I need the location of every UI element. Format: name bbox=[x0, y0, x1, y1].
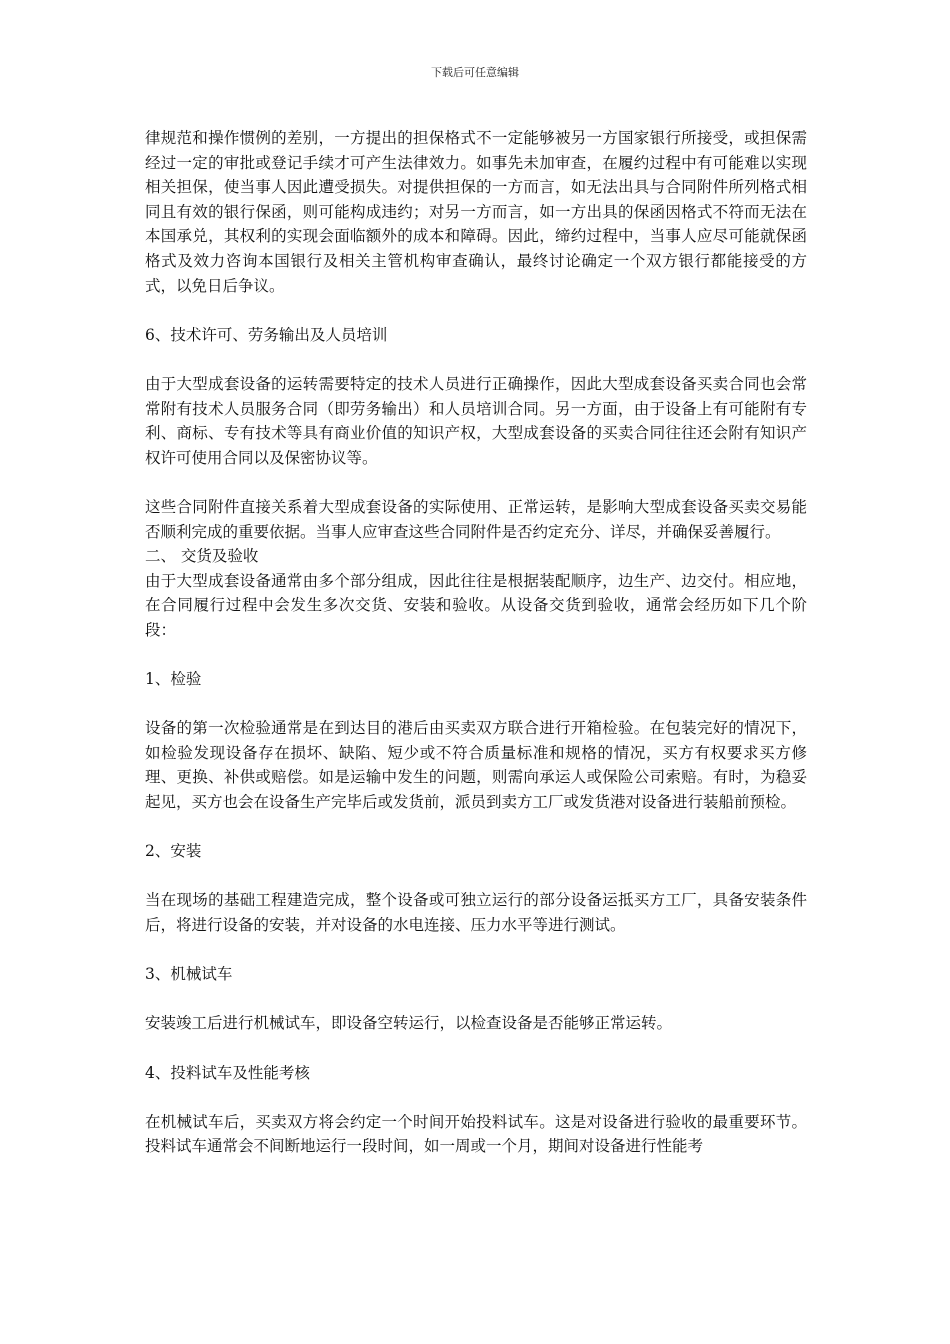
heading-mechanical-test: 3、机械试车 bbox=[145, 965, 233, 984]
heading-feed-test: 4、投料试车及性能考核 bbox=[145, 1063, 310, 1082]
heading-delivery-acceptance: 二、 交货及验收 bbox=[145, 547, 259, 566]
spacer bbox=[145, 298, 807, 323]
spacer bbox=[145, 938, 807, 963]
spacer bbox=[145, 1036, 807, 1061]
heading-installation: 2、安装 bbox=[145, 842, 202, 861]
heading-tech-license: 6、技术许可、劳务输出及人员培训 bbox=[145, 325, 388, 344]
paragraph-feed-test: 在机械试车后，买卖双方将会约定一个时间开始投料试车。这是对设备进行验收的最重要环节。投料试车通常会不间断地运行一段时间，如一周或一个月，期间对设备进行性能考 bbox=[145, 1112, 807, 1156]
paragraph-delivery-stages: 由于大型成套设备通常由多个部分组成，因此往往是根据装配顺序，边生产、边交付。相应地，在合同履行过程中会发生多次交货、安装和验收。从设备交货到验收，通常会经历如下几个阶段： bbox=[145, 571, 807, 639]
spacer bbox=[145, 347, 807, 372]
page-header: 下载后可任意编辑 bbox=[431, 66, 519, 79]
spacer bbox=[145, 864, 807, 889]
paragraph-inspection: 设备的第一次检验通常是在到达目的港后由买卖双方联合进行开箱检验。在包装完好的情况下，如检验发现设备存在损坏、缺陷、短少或不符合质量标准和规格的情况，买方有权要求买方修理、更换、补供或赔偿。如是运输中发生的问题，则需向承运人或保险公司索赔。有时，为稳妥起见，买方也会在设备生产完毕后或发货前，派员到卖方工厂或发货港对设备进行装船前预检。 bbox=[145, 719, 807, 812]
spacer bbox=[145, 692, 807, 717]
paragraph-tech-staff: 由于大型成套设备的运转需要特定的技术人员进行正确操作，因此大型成套设备买卖合同也会常常附有技术人员服务合同（即劳务输出）和人员培训合同。另一方面，由于设备上有可能附有专利、商标、专有技术等具有商业价值的知识产权，大型成套设备的买卖合同往往还会附有知识产权许可使用合同以及保密协议等。 bbox=[145, 374, 807, 467]
document-body bbox=[145, 126, 807, 1159]
spacer bbox=[145, 1085, 807, 1110]
spacer bbox=[145, 987, 807, 1012]
paragraph-guarantee-format: 律规范和操作惯例的差别，一方提出的担保格式不一定能够被另一方国家银行所接受，或担保需经过一定的审批或登记手续才可产生法律效力。如事先未加审查，在履约过程中有可能难以实现相关担保，使当事人因此遭受损失。对提供担保的一方而言，如无法出具与合同附件所列格式相同且有效的银行保函，则可能构成违约；对另一方而言，如一方出具的保函因格式不符而无法在本国承兑，其权利的实现会面临额外的成本和障碍。因此，缔约过程中，当事人应尽可能就保函格式及效力咨询本国银行及相关主管机构审查确认，最终讨论确定一个双方银行都能接受的方式，以免日后争议。 bbox=[145, 129, 807, 295]
paragraph-mechanical-test: 安装竣工后进行机械试车，即设备空转运行，以检查设备是否能够正常运转。 bbox=[145, 1014, 673, 1033]
spacer bbox=[145, 815, 807, 840]
paragraph-installation: 当在现场的基础工程建造完成，整个设备或可独立运行的部分设备运抵买方工厂，具备安装条件后，将进行设备的安装，并对设备的水电连接、压力水平等进行测试。 bbox=[145, 891, 807, 934]
spacer bbox=[145, 642, 807, 667]
heading-inspection: 1、检验 bbox=[145, 670, 202, 689]
paragraph-contract-attachments: 这些合同附件直接关系着大型成套设备的实际使用、正常运转，是影响大型成套设备买卖交易能否顺利完成的重要依据。当事人应审查这些合同附件是否约定充分、详尽，并确保妥善履行。 bbox=[145, 497, 807, 541]
spacer bbox=[145, 470, 807, 495]
